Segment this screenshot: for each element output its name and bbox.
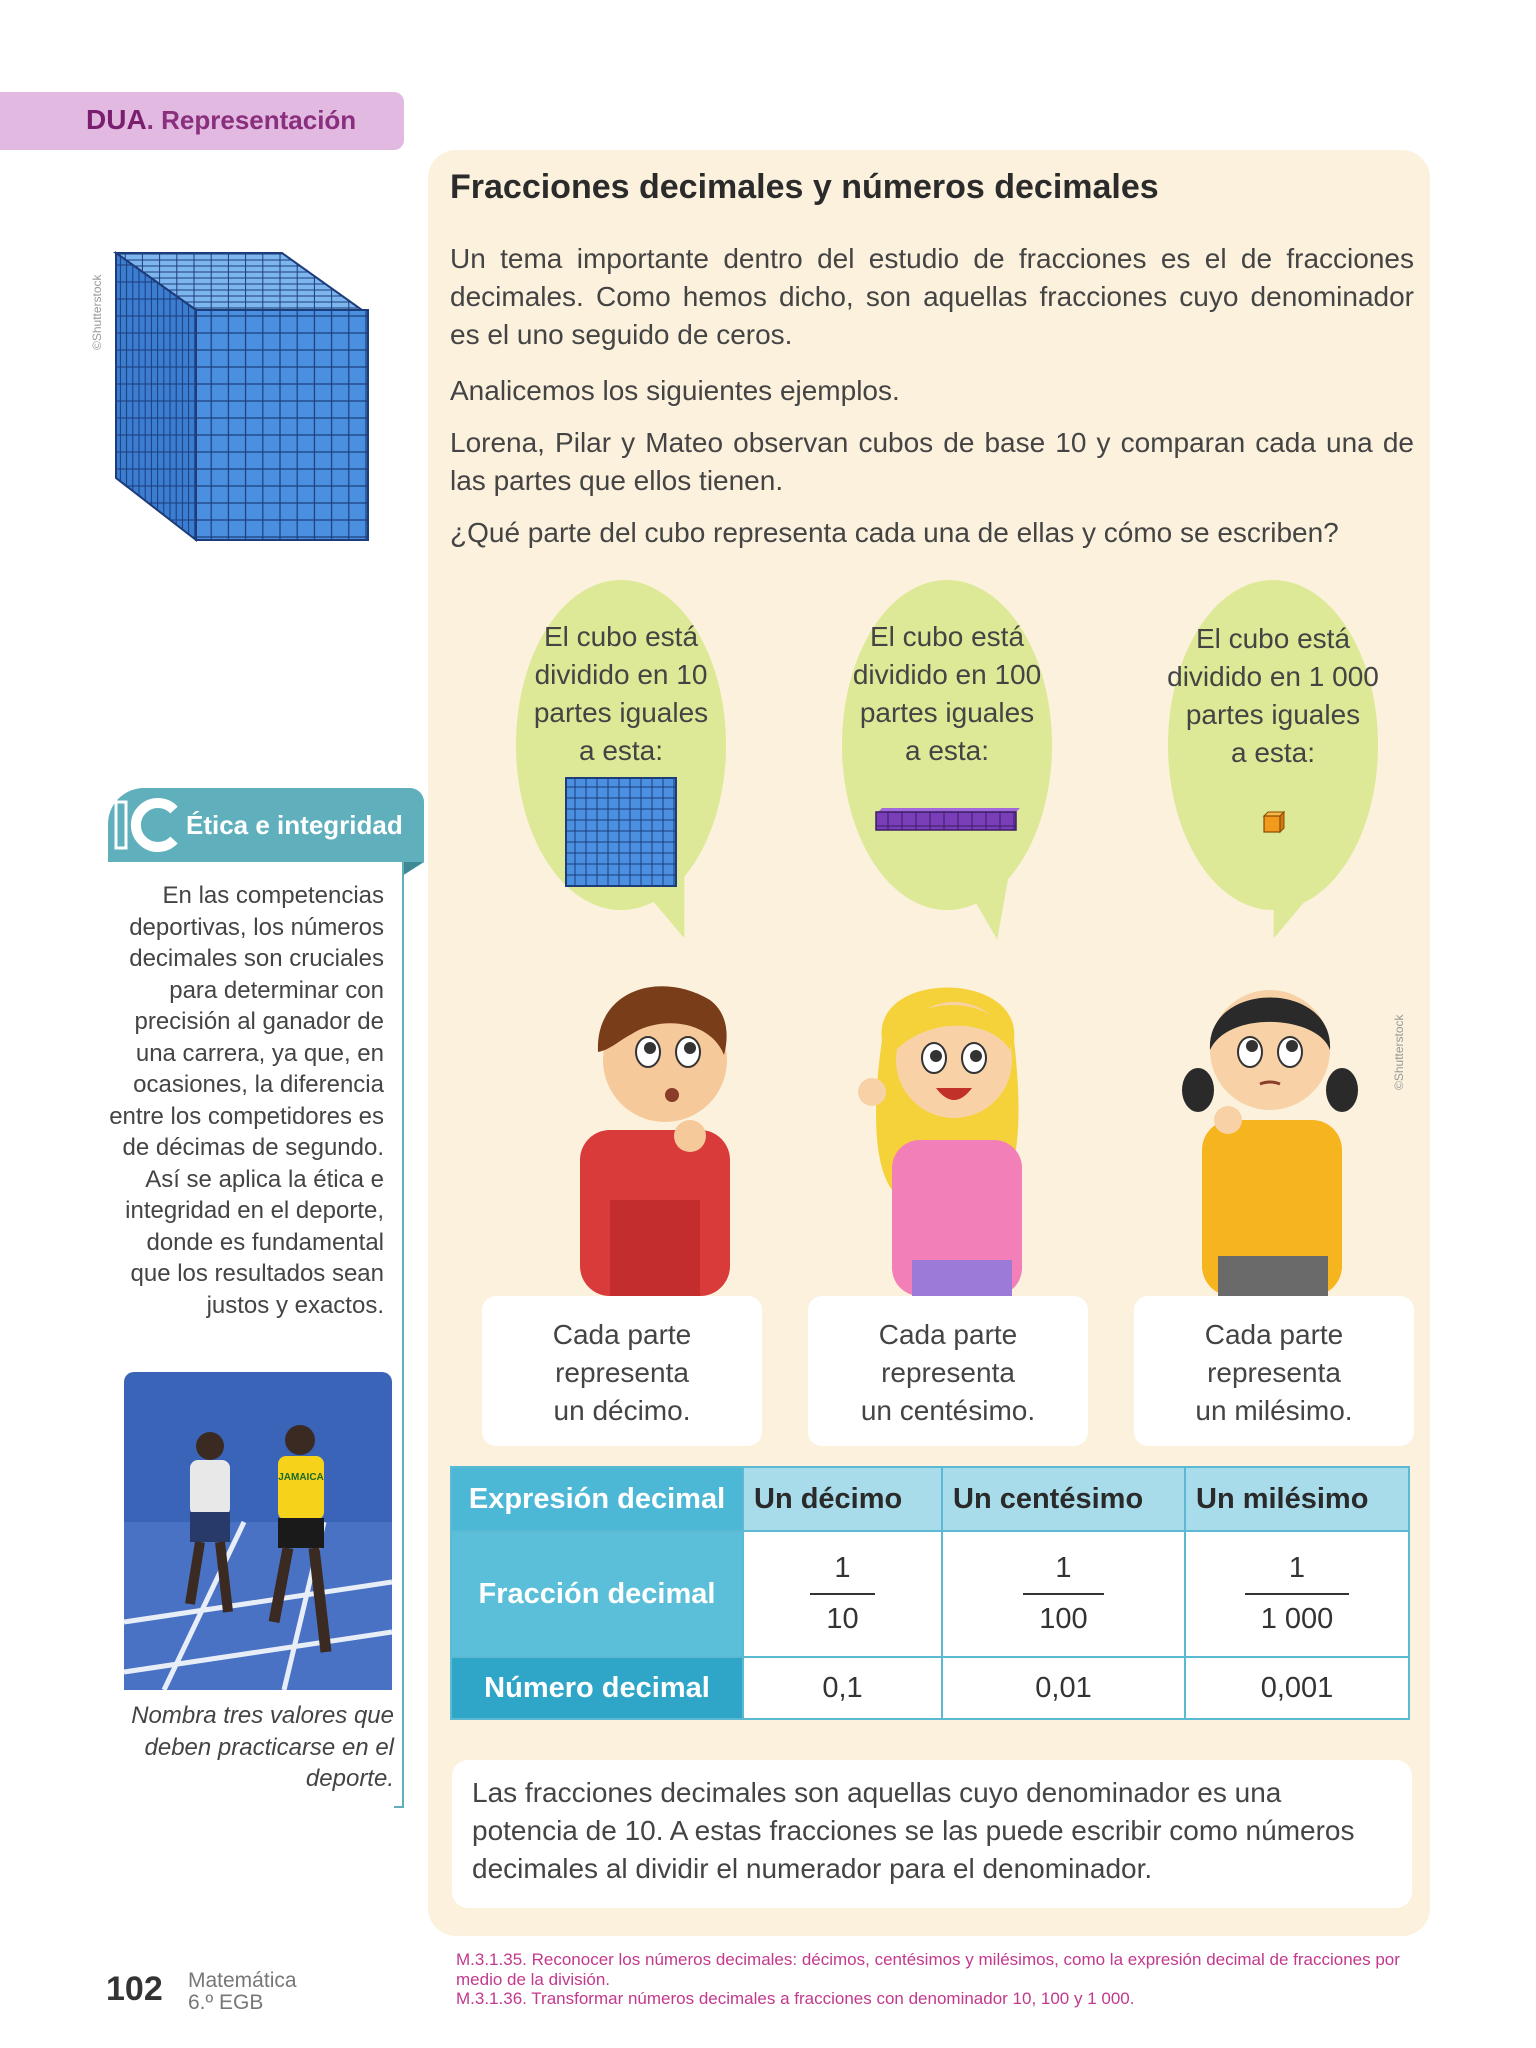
- table-header-label: Expresión decimal: [451, 1467, 743, 1531]
- page-number: 102: [106, 1970, 163, 2008]
- subject-label: Matemática 6.º EGB: [188, 1969, 297, 2014]
- fraction-cell: $\frac{1}{1 000}$: [1185, 1531, 1409, 1657]
- question-paragraph: ¿Qué parte del cubo representa cada una de ellas y cómo se escriben?: [450, 517, 1339, 548]
- caption-card-2: Cada parte representa un centésimo.: [808, 1296, 1088, 1446]
- fraction-cell: $\frac{1}{10}$: [743, 1531, 942, 1657]
- dua-tag-bold: DUA: [86, 104, 147, 135]
- dua-tag-rest: . Representación: [146, 105, 357, 135]
- examples-paragraph: Analicemos los siguientes ejemplos.: [450, 375, 900, 406]
- jersey-text: JAMAICA: [278, 1472, 324, 1483]
- table-header-centesimo: Un centésimo: [942, 1467, 1185, 1531]
- decimal-cell: 0,001: [1185, 1657, 1409, 1719]
- caption-card-1: Cada parte representa un décimo.: [482, 1296, 762, 1446]
- row-label-fraction: Fracción decimal: [451, 1531, 743, 1657]
- standard-note-2: M.3.1.36. Transformar números decimales a fracciones con denominador 10, 100 y 1 000.: [456, 1989, 1135, 2008]
- photo-credit-kids: ©Shutterstock: [1392, 1014, 1406, 1090]
- decimal-cell: 0,1: [743, 1657, 942, 1719]
- bubble-text-1: El cubo está dividido en 10 partes iguales a esta:: [533, 621, 709, 766]
- girl-dark-hair-illustration: [1158, 960, 1378, 1296]
- sprinters-photo: [124, 1372, 392, 1690]
- photo-credit-cube: ©Shutterstock: [90, 274, 104, 350]
- bubble-text-3: El cubo está dividido en 1 000 partes iguales a esta:: [1167, 623, 1379, 768]
- sidebar-header-fold: [402, 862, 424, 876]
- boy-illustration: [540, 960, 760, 1296]
- base-ten-flat-icon: [564, 776, 678, 888]
- bubble-text-2: El cubo está dividido en 100 partes iguales a esta:: [852, 621, 1042, 766]
- table-header-milesimo: Un milésimo: [1185, 1467, 1409, 1531]
- fraction-cell: $\frac{1}{100}$: [942, 1531, 1185, 1657]
- curriculum-standards: [456, 1950, 1416, 2009]
- base-ten-rod-icon: [874, 808, 1022, 832]
- base-ten-cube-icon: [108, 248, 408, 543]
- sidebar-border: [402, 862, 404, 1808]
- sidebar-border-end: [394, 1806, 404, 1808]
- row-label-decimal: Número decimal: [451, 1657, 743, 1719]
- sidebar-text: En las competencias deportivas, los números decimales son cruciales para determinar con precisión al ganador de una carrera, ya que, en ocasiones, la diferencia entre los competidores es de décimas de segundo. Así se aplica la ética e integridad en el deporte, donde es fundamental que los resultados sean justos y exactos.: [109, 882, 384, 1319]
- caption-card-3: Cada parte representa un milésimo.: [1134, 1296, 1414, 1446]
- decimal-cell: 0,01: [942, 1657, 1185, 1719]
- table-header-decimo: Un décimo: [743, 1467, 942, 1531]
- base-ten-unit-icon: [1262, 810, 1286, 834]
- sidebar-title: Ética e integridad: [186, 810, 403, 840]
- page-title: Fracciones decimales y números decimales: [450, 168, 1159, 206]
- photo-caption: Nombra tres valores que deben practicarse en el deporte.: [131, 1702, 394, 1792]
- cubes-paragraph: Lorena, Pilar y Mateo observan cubos de base 10 y comparan cada una de las partes que ellos tienen.: [450, 427, 1414, 496]
- standard-note-1: M.3.1.35. Reconocer los números decimales: décimos, centésimos y milésimos, como la expresión decimal de fracciones por medio de la división.: [456, 1950, 1400, 1989]
- dua-tag: [0, 92, 404, 150]
- conclusion-box: Las fracciones decimales son aquellas cuyo denominador es una potencia de 10. A estas fracciones se las puede escribir como números decimales al dividir el numerador para el denominador.: [452, 1760, 1412, 1908]
- ic-logo-icon: [108, 788, 182, 862]
- girl-blonde-illustration: [842, 960, 1052, 1296]
- intro-paragraph: Un tema importante dentro del estudio de fracciones es el de fracciones decimales. Como hemos dicho, son aquellas fracciones cuyo denominador es el uno seguido de ceros.: [450, 243, 1414, 350]
- fraction-table: [450, 1466, 1410, 1720]
